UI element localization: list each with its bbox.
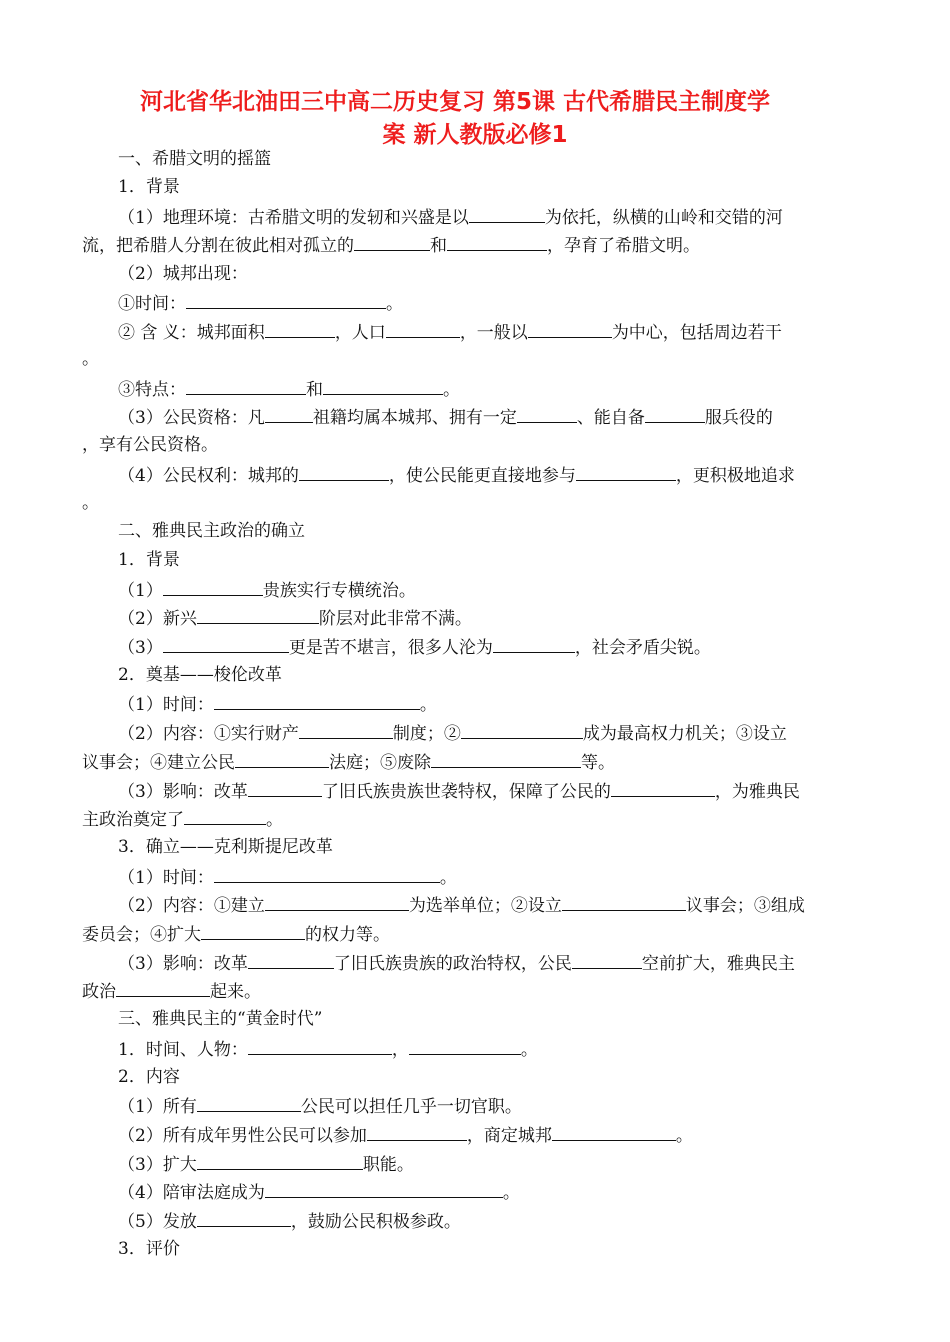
blank-field[interactable] [184,806,266,825]
question-offices: （1）所有 公民可以担任几乎一切官职。 [118,1093,918,1119]
blank-field[interactable] [552,1122,676,1141]
blank-field[interactable] [517,404,577,423]
document-title-line1: 河北省华北油田三中高二历史复习 第5课 古代希腊民主制度学 [140,89,771,115]
blank-field[interactable] [116,978,210,997]
blank-field[interactable] [645,404,705,423]
blank-field[interactable] [493,634,575,653]
subheading-background-2: 1．背景 [118,550,180,570]
subheading-evaluation: 3．评价 [118,1239,180,1259]
question-solon-impact-cont: 主政治奠定了 。 [82,806,882,832]
question-meaning: ② 含 义：城邦面积 ，人口 ，一般以 为中心，包括周边若干 [118,319,918,345]
blank-field[interactable] [461,720,583,739]
question-citizenship-cont: ，享有公民资格。 [82,435,218,455]
blank-field[interactable] [354,232,430,251]
blank-field[interactable] [611,778,715,797]
question-jury: （4）陪审法庭成为 。 [118,1179,918,1205]
question-solon-time: （1）时间： 。 [118,691,918,717]
question-cleisthenes-impact-cont: 政治 起来。 [82,978,882,1004]
subheading-solon: 2．奠基——梭伦改革 [118,665,282,685]
blank-field[interactable] [163,577,263,596]
question-features: ③特点： 和 。 [118,376,918,402]
question-cleisthenes-time: （1）时间： 。 [118,864,918,890]
blank-field[interactable] [197,1151,363,1170]
blank-field[interactable] [163,634,289,653]
blank-field[interactable] [235,749,329,768]
question-aristocracy: （1） 贵族实行专横统治。 [118,577,918,603]
question-solon-content-cont: 议事会；④建立公民 法庭；⑤废除 等。 [82,749,882,775]
question-time: ①时间： 。 [118,290,918,316]
blank-field[interactable] [528,319,612,338]
question-new-class: （2）新兴 阶层对此非常不满。 [118,605,918,631]
blank-field[interactable] [386,319,460,338]
blank-field[interactable] [469,204,545,223]
subheading-cleisthenes: 3．确立——克利斯提尼改革 [118,837,333,857]
blank-field[interactable] [447,232,547,251]
question-cleisthenes-impact: （3）影响：改革 了旧氏族贵族的政治特权，公民 空前扩大，雅典民主 [118,950,918,976]
blank-field[interactable] [431,749,581,768]
question-rights: （4）公民权利：城邦的 ，使公民能更直接地参与 ，更积极地追求 [118,462,918,488]
section-heading-1: 一、希腊文明的摇篮 [118,149,271,169]
blank-field[interactable] [197,1208,291,1227]
question-city-state: （2）城邦出现： [118,264,248,284]
document-title-line2: 案 新人教版必修1 [382,122,568,148]
question-meaning-end: 。 [82,349,99,369]
blank-field[interactable] [265,319,335,338]
blank-field[interactable] [367,1122,467,1141]
blank-field[interactable] [409,1036,521,1055]
blank-field[interactable] [186,290,386,309]
blank-field[interactable] [201,921,305,940]
question-golden-age-time: 1．时间、人物： ， 。 [118,1036,918,1062]
question-cleisthenes-content: （2）内容：①建立 为选举单位；②设立 议事会；③组成 [118,892,918,918]
blank-field[interactable] [197,605,319,624]
section-heading-2: 二、雅典民主政治的确立 [118,521,305,541]
section-heading-3: 三、雅典民主的“黄金时代” [118,1009,323,1029]
subheading-background: 1．背景 [118,177,180,197]
question-solon-impact: （3）影响：改革 了旧氏族贵族世袭特权，保障了公民的 ，为雅典民 [118,778,918,804]
blank-field[interactable] [265,404,313,423]
blank-field[interactable] [265,1179,503,1198]
question-geography-cont: 流，把希腊人分割在彼此相对孤立的 和 ，孕育了希腊文明。 [82,232,882,258]
blank-field[interactable] [265,892,409,911]
question-expand: （3）扩大 职能。 [118,1151,918,1177]
blank-field[interactable] [572,950,642,969]
blank-field[interactable] [562,892,686,911]
blank-field[interactable] [576,462,676,481]
question-rights-end: 。 [82,493,99,513]
question-solon-content: （2）内容：①实行财产 制度；② 成为最高权力机关；③设立 [118,720,918,746]
blank-field[interactable] [299,720,393,739]
question-citizenship: （3）公民资格：凡 祖籍均属本城邦、拥有一定 、能自备 服兵役的 [118,404,918,430]
question-geography: （1）地理环境：古希腊文明的发轫和兴盛是以 为依托，纵横的山岭和交错的河 [118,204,918,230]
blank-field[interactable] [214,864,440,883]
blank-field[interactable] [248,778,322,797]
question-cleisthenes-content-cont: 委员会；④扩大 的权力等。 [82,921,882,947]
blank-field[interactable] [197,1093,301,1112]
blank-field[interactable] [299,462,389,481]
blank-field[interactable] [323,376,443,395]
blank-field[interactable] [248,950,334,969]
question-allowance: （5）发放 ，鼓励公民积极参政。 [118,1208,918,1234]
blank-field[interactable] [214,691,420,710]
question-assembly: （2）所有成年男性公民可以参加 ，商定城邦 。 [118,1122,918,1148]
blank-field[interactable] [186,376,306,395]
blank-field[interactable] [248,1036,392,1055]
question-social-conflict: （3） 更是苦不堪言，很多人沦为 ，社会矛盾尖锐。 [118,634,918,660]
subheading-content: 2．内容 [118,1067,180,1087]
